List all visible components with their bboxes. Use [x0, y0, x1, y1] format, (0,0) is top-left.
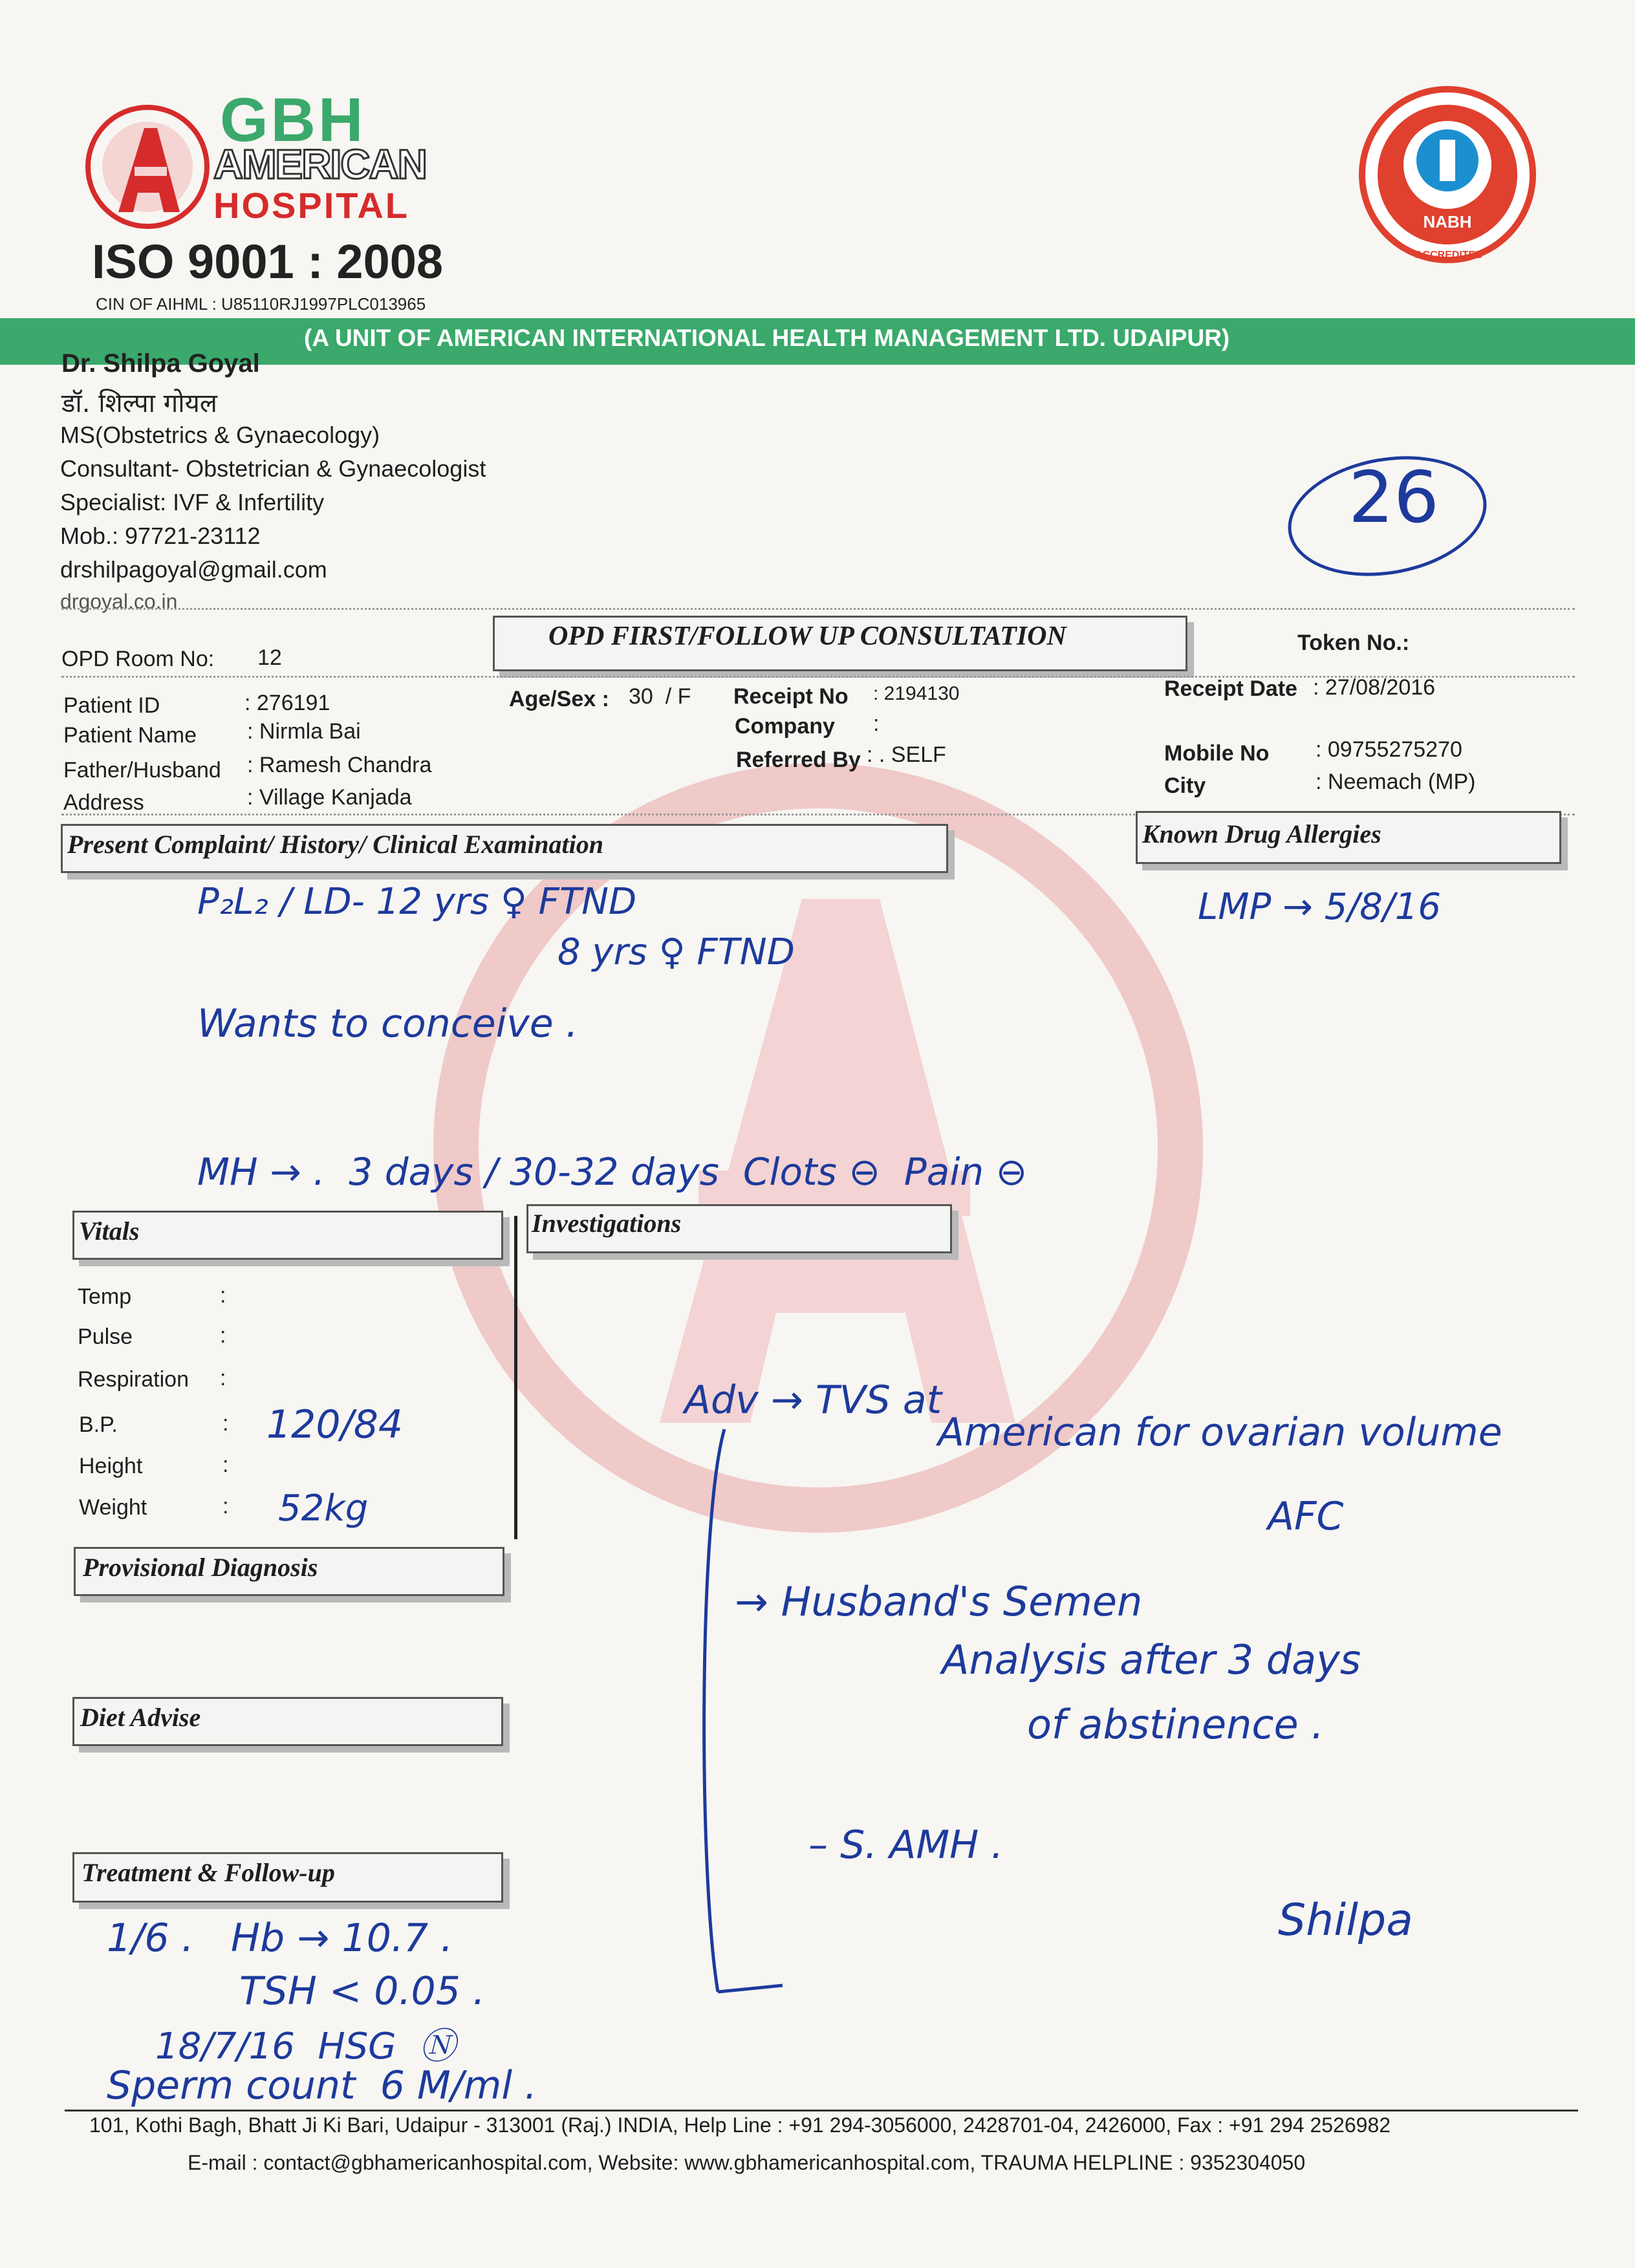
agesex-value: 30 / F — [629, 684, 691, 709]
token-circle-number: 26 — [1348, 456, 1439, 539]
agesex-label: Age/Sex : — [509, 687, 609, 711]
investigation-2a: → Husband's Semen — [735, 1578, 1143, 1625]
doctor-email: drshilpagoyal@gmail.com — [60, 556, 327, 583]
diet-header: Diet Advise — [80, 1703, 201, 1732]
doctor-title: Consultant- Obstetrician & Gynaecologist — [60, 455, 486, 482]
vital-bp-value: 120/84 — [266, 1402, 404, 1447]
unit-banner-text: (A UNIT OF AMERICAN INTERNATIONAL HEALTH MANAGEMENT LTD. UDAIPUR) — [304, 325, 1230, 351]
vital-height-label: Height — [79, 1454, 143, 1478]
footer-address: 101, Kothi Bagh, Bhatt Ji Ki Bari, Udaipur - 313001 (Raj.) INDIA, Help Line : +91 294-3056000, 2428701-04, 2426000, Fax : +91 294 2526982 — [89, 2113, 1391, 2137]
vital-pulse-label: Pulse — [78, 1324, 133, 1349]
mobile-value: : 09755275270 — [1316, 737, 1462, 762]
footer-contact: E-mail : contact@gbhamericanhospital.com, Website: www.gbhamericanhospital.com, TRAUMA HELPLINE : 9352304050 — [188, 2151, 1306, 2174]
logo-hospital: HOSPITAL — [213, 185, 409, 226]
vital-weight-colon: : — [222, 1494, 229, 1518]
lmp-note: LMP → 5/8/16 — [1198, 886, 1442, 928]
footer-divider — [65, 2110, 1578, 2111]
token-label: Token No.: — [1297, 631, 1410, 655]
father-label: Father/Husband — [63, 758, 221, 783]
logo-american: AMERICAN — [213, 141, 426, 188]
doctor-name-hindi: डॉ. शिल्पा गोयल — [61, 389, 217, 418]
receipt-no-label: Receipt No — [733, 684, 849, 709]
city-label: City — [1164, 773, 1206, 798]
mobile-label: Mobile No — [1164, 741, 1270, 766]
investigation-1b: American for ovarian volume — [938, 1410, 1502, 1455]
company-value: : — [873, 711, 880, 736]
vital-bp-label: B.P. — [79, 1412, 118, 1437]
father-value: : Ramesh Chandra — [247, 753, 432, 777]
complaint-line2: 8 yrs ♀ FTND — [558, 931, 795, 973]
patient-id-label: Patient ID — [63, 693, 160, 718]
opd-room-label: OPD Room No: — [61, 647, 215, 671]
treatment-line2: TSH < 0.05 . — [239, 1969, 486, 2014]
investigations-bracket — [686, 1423, 802, 2005]
investigation-2c: of abstinence . — [1027, 1701, 1325, 1748]
patient-name-label: Patient Name — [63, 723, 197, 748]
patient-name-value: : Nirmla Bai — [247, 719, 361, 744]
treatment-header: Treatment & Follow-up — [81, 1858, 335, 1887]
separator-doctor — [61, 608, 1575, 610]
vital-bp-colon: : — [222, 1411, 229, 1436]
receipt-no-value: : 2194130 — [873, 683, 960, 704]
opd-room-value: 12 — [257, 645, 282, 670]
vitals-header: Vitals — [79, 1216, 140, 1246]
diagnosis-header: Provisional Diagnosis — [83, 1553, 318, 1582]
nabh-accreditation-icon — [1357, 84, 1538, 272]
address-value: : Village Kanjada — [247, 785, 412, 810]
vital-respiration-label: Respiration — [78, 1367, 189, 1392]
form-title: OPD FIRST/FOLLOW UP CONSULTATION — [548, 621, 1067, 651]
doctor-degree: MS(Obstetrics & Gynaecology) — [60, 422, 380, 448]
nabh-label: NABH — [1423, 212, 1472, 232]
vital-respiration-colon: : — [220, 1366, 226, 1390]
nabh-accredited: ACCREDITED — [1415, 250, 1483, 261]
cin-number: CIN OF AIHML : U85110RJ1997PLC013965 — [96, 294, 426, 314]
vital-weight-label: Weight — [79, 1495, 147, 1520]
city-value: : Neemach (MP) — [1316, 770, 1476, 794]
menstrual-history: MH → . 3 days / 30-32 days Clots ⊖ Pain ⊖ — [197, 1150, 1028, 1194]
receipt-date-value: : 27/08/2016 — [1313, 675, 1436, 700]
company-label: Company — [735, 714, 835, 739]
doctor-mobile: Mob.: 97721-23112 — [60, 523, 261, 549]
investigation-1c: AFC — [1268, 1494, 1344, 1539]
logo-gbh: GBH — [220, 85, 366, 155]
treatment-line3: 18/7/16 HSG Ⓝ — [155, 2025, 456, 2068]
iso-certification: ISO 9001 : 2008 — [92, 235, 444, 288]
referred-label: Referred By — [736, 748, 861, 772]
address-label: Address — [63, 790, 144, 815]
complaint-header: Present Complaint/ History/ Clinical Examination — [67, 830, 604, 859]
investigation-3: – S. AMH . — [808, 1822, 1004, 1868]
doctor-specialty: Specialist: IVF & Infertility — [60, 489, 325, 515]
hospital-logo-emblem — [83, 102, 212, 232]
investigation-2b: Analysis after 3 days — [942, 1636, 1361, 1683]
doctor-signature: Shilpa — [1278, 1895, 1413, 1946]
vital-temp-colon: : — [220, 1283, 226, 1308]
vital-temp-label: Temp — [78, 1284, 132, 1309]
referred-value: : . SELF — [867, 742, 946, 767]
vitals-investigations-divider — [514, 1216, 517, 1539]
investigation-1a: Adv → TVS at — [684, 1377, 942, 1423]
treatment-line1: 1/6 . Hb → 10.7 . — [107, 1916, 453, 1961]
treatment-line4: Sperm count 6 M/ml . — [107, 2063, 537, 2108]
vital-pulse-colon: : — [220, 1323, 226, 1348]
complaint-line1: P₂L₂ / LD- 12 yrs ♀ FTND — [197, 881, 637, 923]
allergies-header: Known Drug Allergies — [1142, 819, 1381, 848]
vital-height-colon: : — [222, 1453, 229, 1477]
investigations-header: Investigations — [532, 1209, 682, 1238]
doctor-name: Dr. Shilpa Goyal — [61, 349, 260, 378]
complaint-line3: Wants to conceive . — [197, 1001, 578, 1046]
vital-weight-value: 52kg — [278, 1487, 369, 1529]
patient-id-value: : 276191 — [244, 691, 330, 715]
receipt-date-label: Receipt Date — [1164, 676, 1297, 701]
doctor-website: drgoyal.co.in — [60, 590, 178, 613]
